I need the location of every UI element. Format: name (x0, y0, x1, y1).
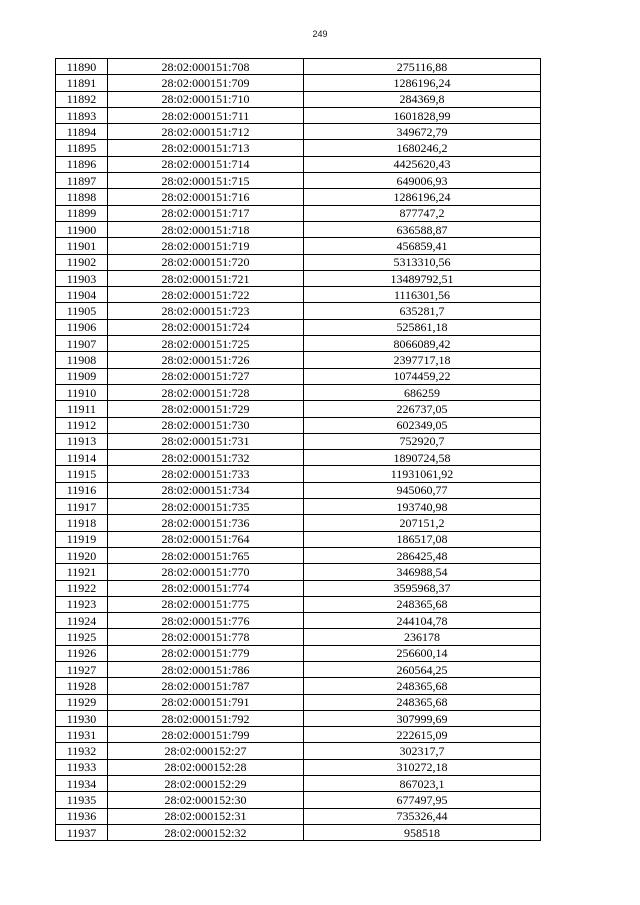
cadastral-value-cell: 867023,1 (304, 776, 541, 792)
table-body (56, 59, 541, 841)
table-row (56, 564, 541, 580)
cadastral-number-cell: 28:02:000151:722 (108, 287, 304, 303)
table-row (56, 59, 541, 75)
cadastral-number-cell: 28:02:000151:724 (108, 319, 304, 335)
table-row (56, 417, 541, 433)
table-row (56, 124, 541, 140)
cadastral-value-cell: 735326,44 (304, 808, 541, 824)
cadastral-value-cell: 525861,18 (304, 319, 541, 335)
row-number-cell: 11913 (56, 433, 108, 449)
table-row (56, 482, 541, 498)
cadastral-number-cell: 28:02:000151:736 (108, 515, 304, 531)
cadastral-value-cell: 877747,2 (304, 205, 541, 221)
cadastral-number-cell: 28:02:000151:792 (108, 710, 304, 726)
cadastral-number-cell: 28:02:000151:723 (108, 303, 304, 319)
table-row (56, 238, 541, 254)
cadastral-number-cell: 28:02:000151:720 (108, 254, 304, 270)
row-number-cell: 11927 (56, 661, 108, 677)
row-number-cell: 11895 (56, 140, 108, 156)
cadastral-value-cell: 1601828,99 (304, 107, 541, 123)
table-row (56, 824, 541, 840)
cadastral-number-cell: 28:02:000151:791 (108, 694, 304, 710)
cadastral-number-cell: 28:02:000151:733 (108, 466, 304, 482)
cadastral-number-cell: 28:02:000151:712 (108, 124, 304, 140)
cadastral-number-cell: 28:02:000152:29 (108, 776, 304, 792)
table-row (56, 743, 541, 759)
cadastral-value-cell: 260564,25 (304, 661, 541, 677)
table-row (56, 629, 541, 645)
table-row (56, 645, 541, 661)
cadastral-number-cell: 28:02:000151:719 (108, 238, 304, 254)
row-number-cell: 11910 (56, 384, 108, 400)
cadastral-number-cell: 28:02:000151:715 (108, 173, 304, 189)
cadastral-value-cell: 11931061,92 (304, 466, 541, 482)
row-number-cell: 11933 (56, 759, 108, 775)
row-number-cell: 11926 (56, 645, 108, 661)
cadastral-value-cell: 945060,77 (304, 482, 541, 498)
cadastral-number-cell: 28:02:000151:779 (108, 645, 304, 661)
cadastral-value-cell: 236178 (304, 629, 541, 645)
cadastral-value-cell: 244104,78 (304, 613, 541, 629)
row-number-cell: 11917 (56, 499, 108, 515)
cadastral-number-cell: 28:02:000151:799 (108, 727, 304, 743)
table-row (56, 531, 541, 547)
table-row (56, 270, 541, 286)
table-row (56, 352, 541, 368)
row-number-cell: 11920 (56, 547, 108, 563)
cadastral-value-cell: 602349,05 (304, 417, 541, 433)
table-row (56, 596, 541, 612)
cadastral-value-cell: 677497,95 (304, 792, 541, 808)
table-row (56, 156, 541, 172)
cadastral-number-cell: 28:02:000151:713 (108, 140, 304, 156)
row-number-cell: 11912 (56, 417, 108, 433)
cadastral-value-cell: 284369,8 (304, 91, 541, 107)
table-row (56, 384, 541, 400)
cadastral-value-cell: 222615,09 (304, 727, 541, 743)
row-number-cell: 11894 (56, 124, 108, 140)
cadastral-value-cell: 226737,05 (304, 401, 541, 417)
row-number-cell: 11924 (56, 613, 108, 629)
row-number-cell: 11934 (56, 776, 108, 792)
cadastral-value-cell: 346988,54 (304, 564, 541, 580)
cadastral-number-cell: 28:02:000152:30 (108, 792, 304, 808)
cadastral-number-cell: 28:02:000151:728 (108, 384, 304, 400)
row-number-cell: 11930 (56, 710, 108, 726)
cadastral-number-cell: 28:02:000152:28 (108, 759, 304, 775)
table-row (56, 303, 541, 319)
cadastral-value-table (55, 58, 541, 841)
row-number-cell: 11919 (56, 531, 108, 547)
cadastral-number-cell: 28:02:000151:717 (108, 205, 304, 221)
cadastral-number-cell: 28:02:000151:786 (108, 661, 304, 677)
row-number-cell: 11936 (56, 808, 108, 824)
row-number-cell: 11923 (56, 596, 108, 612)
row-number-cell: 11909 (56, 368, 108, 384)
cadastral-number-cell: 28:02:000151:775 (108, 596, 304, 612)
cadastral-number-cell: 28:02:000151:716 (108, 189, 304, 205)
cadastral-value-cell: 649006,93 (304, 173, 541, 189)
table-row (56, 140, 541, 156)
cadastral-number-cell: 28:02:000151:778 (108, 629, 304, 645)
row-number-cell: 11915 (56, 466, 108, 482)
table-row (56, 776, 541, 792)
cadastral-value-cell: 256600,14 (304, 645, 541, 661)
row-number-cell: 11921 (56, 564, 108, 580)
table-row (56, 466, 541, 482)
table-row (56, 336, 541, 352)
table-row (56, 433, 541, 449)
table-row (56, 368, 541, 384)
row-number-cell: 11937 (56, 824, 108, 840)
row-number-cell: 11932 (56, 743, 108, 759)
cadastral-value-cell: 1116301,56 (304, 287, 541, 303)
table-row (56, 287, 541, 303)
row-number-cell: 11903 (56, 270, 108, 286)
row-number-cell: 11908 (56, 352, 108, 368)
table-row (56, 678, 541, 694)
table-row (56, 450, 541, 466)
cadastral-number-cell: 28:02:000151:731 (108, 433, 304, 449)
cadastral-value-cell: 248365,68 (304, 694, 541, 710)
row-number-cell: 11911 (56, 401, 108, 417)
table-row (56, 808, 541, 824)
table-row (56, 91, 541, 107)
row-number-cell: 11904 (56, 287, 108, 303)
cadastral-number-cell: 28:02:000151:725 (108, 336, 304, 352)
cadastral-value-cell: 186517,08 (304, 531, 541, 547)
row-number-cell: 11918 (56, 515, 108, 531)
table-row (56, 515, 541, 531)
table-row (56, 221, 541, 237)
row-number-cell: 11916 (56, 482, 108, 498)
cadastral-value-cell: 1286196,24 (304, 75, 541, 91)
cadastral-value-cell: 3595968,37 (304, 580, 541, 596)
cadastral-value-cell: 1286196,24 (304, 189, 541, 205)
cadastral-number-cell: 28:02:000151:776 (108, 613, 304, 629)
cadastral-number-cell: 28:02:000151:730 (108, 417, 304, 433)
cadastral-number-cell: 28:02:000151:734 (108, 482, 304, 498)
cadastral-number-cell: 28:02:000151:708 (108, 59, 304, 75)
cadastral-number-cell: 28:02:000151:727 (108, 368, 304, 384)
row-number-cell: 11890 (56, 59, 108, 75)
cadastral-number-cell: 28:02:000151:721 (108, 270, 304, 286)
page-number: 249 (312, 29, 328, 39)
cadastral-number-cell: 28:02:000151:774 (108, 580, 304, 596)
cadastral-value-cell: 349672,79 (304, 124, 541, 140)
cadastral-number-cell: 28:02:000151:764 (108, 531, 304, 547)
row-number-cell: 11893 (56, 107, 108, 123)
cadastral-value-cell: 286425,48 (304, 547, 541, 563)
cadastral-value-cell: 1680246,2 (304, 140, 541, 156)
table-row (56, 792, 541, 808)
cadastral-value-cell: 4425620,43 (304, 156, 541, 172)
cadastral-number-cell: 28:02:000151:729 (108, 401, 304, 417)
cadastral-number-cell: 28:02:000151:732 (108, 450, 304, 466)
cadastral-value-cell: 310272,18 (304, 759, 541, 775)
row-number-cell: 11931 (56, 727, 108, 743)
cadastral-number-cell: 28:02:000152:32 (108, 824, 304, 840)
cadastral-value-cell: 8066089,42 (304, 336, 541, 352)
table-row (56, 254, 541, 270)
table-row (56, 613, 541, 629)
cadastral-number-cell: 28:02:000151:710 (108, 91, 304, 107)
cadastral-value-cell: 307999,69 (304, 710, 541, 726)
cadastral-number-cell: 28:02:000151:787 (108, 678, 304, 694)
table-row (56, 710, 541, 726)
cadastral-value-cell: 752920,7 (304, 433, 541, 449)
table-row (56, 580, 541, 596)
row-number-cell: 11896 (56, 156, 108, 172)
table-row (56, 547, 541, 563)
row-number-cell: 11898 (56, 189, 108, 205)
row-number-cell: 11892 (56, 91, 108, 107)
row-number-cell: 11905 (56, 303, 108, 319)
cadastral-value-cell: 13489792,51 (304, 270, 541, 286)
cadastral-value-cell: 1890724,58 (304, 450, 541, 466)
cadastral-value-cell: 2397717,18 (304, 352, 541, 368)
row-number-cell: 11907 (56, 336, 108, 352)
cadastral-number-cell: 28:02:000151:735 (108, 499, 304, 515)
table-row (56, 499, 541, 515)
table-row (56, 319, 541, 335)
row-number-cell: 11928 (56, 678, 108, 694)
row-number-cell: 11906 (56, 319, 108, 335)
table-row (56, 759, 541, 775)
cadastral-value-cell: 302317,7 (304, 743, 541, 759)
cadastral-value-cell: 275116,88 (304, 59, 541, 75)
row-number-cell: 11897 (56, 173, 108, 189)
cadastral-value-cell: 456859,41 (304, 238, 541, 254)
table-row (56, 107, 541, 123)
row-number-cell: 11891 (56, 75, 108, 91)
cadastral-value-cell: 958518 (304, 824, 541, 840)
row-number-cell: 11901 (56, 238, 108, 254)
table-row (56, 205, 541, 221)
cadastral-number-cell: 28:02:000151:714 (108, 156, 304, 172)
table-row (56, 401, 541, 417)
cadastral-value-cell: 1074459,22 (304, 368, 541, 384)
cadastral-value-cell: 248365,68 (304, 596, 541, 612)
table-row (56, 189, 541, 205)
cadastral-number-cell: 28:02:000152:31 (108, 808, 304, 824)
cadastral-number-cell: 28:02:000152:27 (108, 743, 304, 759)
row-number-cell: 11929 (56, 694, 108, 710)
row-number-cell: 11899 (56, 205, 108, 221)
row-number-cell: 11902 (56, 254, 108, 270)
cadastral-value-cell: 193740,98 (304, 499, 541, 515)
cadastral-value-cell: 248365,68 (304, 678, 541, 694)
table-row (56, 727, 541, 743)
cadastral-number-cell: 28:02:000151:709 (108, 75, 304, 91)
row-number-cell: 11922 (56, 580, 108, 596)
row-number-cell: 11900 (56, 221, 108, 237)
cadastral-number-cell: 28:02:000151:718 (108, 221, 304, 237)
table-row (56, 694, 541, 710)
row-number-cell: 11914 (56, 450, 108, 466)
row-number-cell: 11935 (56, 792, 108, 808)
cadastral-number-cell: 28:02:000151:726 (108, 352, 304, 368)
cadastral-value-cell: 636588,87 (304, 221, 541, 237)
cadastral-value-cell: 635281,7 (304, 303, 541, 319)
cadastral-number-cell: 28:02:000151:770 (108, 564, 304, 580)
cadastral-value-cell: 5313310,56 (304, 254, 541, 270)
table-row (56, 75, 541, 91)
cadastral-value-cell: 207151,2 (304, 515, 541, 531)
row-number-cell: 11925 (56, 629, 108, 645)
table-row (56, 661, 541, 677)
cadastral-number-cell: 28:02:000151:711 (108, 107, 304, 123)
cadastral-value-cell: 686259 (304, 384, 541, 400)
table-row (56, 173, 541, 189)
cadastral-number-cell: 28:02:000151:765 (108, 547, 304, 563)
